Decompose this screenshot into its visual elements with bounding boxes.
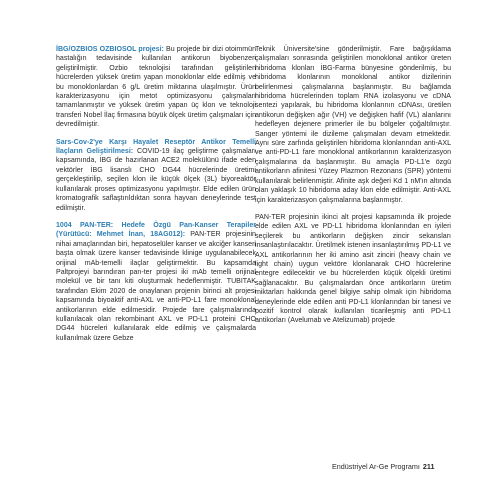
paragraph-ozbiosol: [56, 45, 256, 130]
paragraph-right-2: PAN-TER projesinin ikinci alt projesi kapsamında ilk projede elde edilen AXL ve PD-L1 hibridoma klonlarından en iyileri seçilerek bu antikorların değişken zincir sekansları insanlaştırılacaktır. Üretilmek istenen insanlaştırılmış PD-L1 ve AXL antikorlarının her iki amino asit zinciri (heavy chain ve light chain) uygun vektöre klonlanarak CHO hücrelerine entegre edilecektir ve bu hücrelerden küçük ölçekli üretimi sağlanacaktır. Bu çalışmalardan önce antikorların üretim miktarları hakkında genel bilgiye sahip olmak için hibridoma deneylerinde elde edilen anti PD-L1 klonlarından bir tanesi ve pozitif kontrol olarak kullanılan ticarileşmiş anti PD-L1 antikorları (Avelumab ve Atelizumab) projede: [255, 213, 451, 325]
page-number: 211: [422, 462, 435, 471]
heading-sars-cov-2: Sars-Cov-2'ye Karşı Hayalet Reseptör Antikor Temelli İlaçların Geliştirilmesi:: [56, 138, 256, 156]
body-pan-ter: PAN-TER projesinin nihai amaçlarından biri, hepatoselüler kanser ve akciğer kanseri başta olmak üzere kanser tedavisinde klinige uygulanabilecek orijinal mAb-temelli ilaçlar geliştirmektir. Bu kapsamda Paltprojeyi barındıran pan-ter projesi iki mAb temelli orijinal molekül ve bir tanı kiti oluşturmak hedeflenmiştir. TUBITAK tarafından Ekim 2020 de onaylanan projenin birinci alt projesi kapsamında biyoaktif anti-AXL ve anti-PD-L1 fare monoklonal antikorlarının elde edilmesidir. Projede fare çalışmalarında kullanılacak olan rekombinant AXL ve PD-L1 proteini CHO DG44 hücreleri kullanılarak elde edilmiş ve çalışmalarda kullanılmak üzere Gebze: [56, 231, 256, 342]
paragraph-pan-ter: [56, 221, 256, 343]
paragraph-right-1: Teknik Üniversite'sine gönderilmiştir. Fare bağışıklama çalışmaları sonrasında geliştirilen monoklonal antikor üreten hibridoma klonları İBG-Farma bünyesine gönderilmiş, bu hibridoma klonlarının monoklonal antikor dizilerinin belirlenmesi çalışmalarına başlanmıştır. Bu bağlamda hibridoma hücrelerinden toplam RNA izolasyonu ve cDNA sentezi yapılarak, bu hibridoma klonlarının cDNAsı, üretilen antikorun değişken ağır (VH) ve değişken hafif (VL) alanlarını hedefleyen dejenere primerler ile bu bölgeler çoğaltılmıştır. Sanger yöntemi ile dizileme çalışmaları devam etmektedir. Aynı süre zarfında geliştirilen hibridoma klonlarından anti-AXL ve anti-PD-L1 fare monoklonal antikorlarının karakterizasyon çalışmalarına da başlanmıştır. Bu amaçla PD-L1'e özgü antikorların afinitesi Yüzey Plazmon Rezonans (SPR) yöntemi kullanılarak belirlenmiştir. Afinite aşk değeri Kd 1 nM'ın altında olan yaklaşık 10 hibridoma aday klon elde edilmiştir. Anti-AXL için karakterizasyon çalışmalarına başlanmıştır.: [255, 46, 451, 204]
right-column: [255, 45, 451, 334]
heading-ozbiosol: İBG/OZBIOS OZBIOSOL projesi:: [56, 46, 164, 53]
page-footer: [332, 462, 472, 471]
paragraph-sars-cov-2: [56, 138, 256, 213]
left-column: [56, 45, 256, 351]
body-sars-cov-2: COVID-19 ilaç geliştirme çalışmaları kapsamında, İBG de hazırlanan ACE2 molekülünü ifade eden vektörler İBG lisanslı CHO DG44 hücrelerinde üretimi gerçekleştirilip, seçilen klon ile küçük ölçek (3L) biyoreaktör kullanılarak proses optimizasyonu yapılmıştır. Elde edilen ürün kromatografik saflaştırıldıktan sonra hayvan deneylerinde test edilmiştir.: [56, 148, 256, 212]
body-ozbiosol: Bu projede bir dizi otoimmün hastalığın tedavisinde kullanılan antikorun biyobenzeri geliştirilmiştir. Ozbio teknolojisi tarafından geliştirilen hücrelerden yüksek üretim yapan monoklonlar elde edilmiş ve bu monoklonlardan 6 g/L üretim miktarına ulaşılmıştır. Ürün karakterizasyonu için metot optimizasyonu çalışmaları tamamlanmıştır ve yüksek üretim yapan üç klon ve teknoloji transferi Nobel İlaç firmasına büyük ölçek üretim çalışmaları için devredilmiştir.: [56, 46, 257, 129]
footer-title: Endüstriyel Ar-Ge Programı: [332, 462, 420, 471]
heading-pan-ter: 1004 PAN-TER: Hedefe Özgü Pan-Kanser Terapiler (Yürütücü: Mehmet İnan, 18AG012):: [56, 221, 256, 239]
